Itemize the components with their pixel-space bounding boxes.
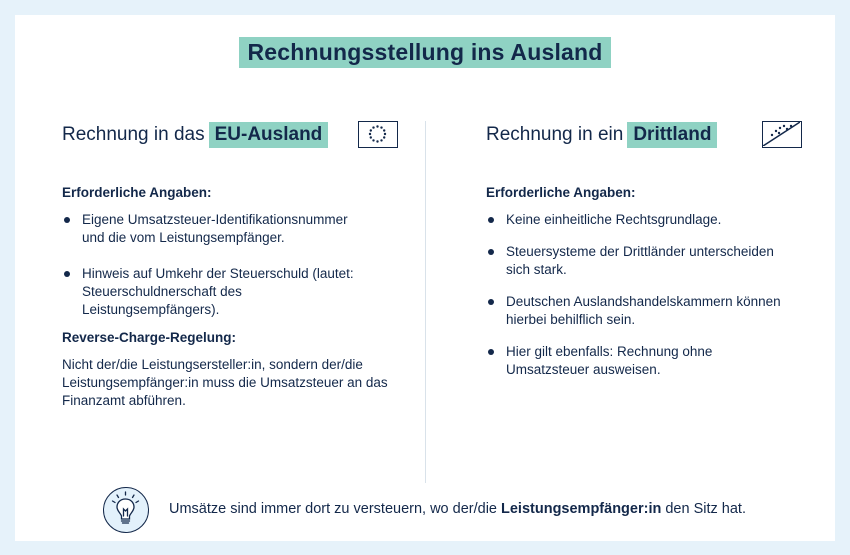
list-item: Hinweis auf Umkehr der Steuerschuld (lautet: Steuerschuldnerschaft des Leistungsempfängers). <box>62 265 362 319</box>
list-item: Hier gilt ebenfalls: Rechnung ohne Umsatzsteuer ausweisen. <box>486 343 786 379</box>
footer-text-before: Umsätze sind immer dort zu versteuern, wo der/die <box>169 501 502 517</box>
list-item: Steuersysteme der Drittländer unterscheiden sich stark. <box>486 243 786 279</box>
third-country-heading-highlight: Drittland <box>627 122 717 148</box>
page-title: Rechnungsstellung ins Ausland <box>239 37 611 68</box>
third-country-section-required-title: Erforderliche Angaben: <box>486 185 636 200</box>
footer-text <box>169 501 746 517</box>
third-country-heading-prefix: Rechnung in ein <box>486 124 624 145</box>
list-item: Eigene Umsatzsteuer-Identifikationsnummer und die vom Leistungsempfänger. <box>62 211 362 247</box>
eu-section-required-title: Erforderliche Angaben: <box>62 185 212 200</box>
non-eu-flag-icon <box>762 121 802 148</box>
footer-note <box>103 487 803 533</box>
third-country-bullet-list <box>486 211 786 379</box>
third-country-heading <box>486 122 717 148</box>
eu-bullet-list <box>62 211 362 319</box>
footer-text-after: den Sitz hat. <box>661 501 746 517</box>
column-divider <box>425 121 426 483</box>
list-item: Keine einheitliche Rechtsgrundlage. <box>486 211 786 229</box>
footer-text-bold: Leistungsempfänger:in <box>501 501 662 517</box>
lightbulb-icon <box>103 487 149 533</box>
eu-flag-icon <box>358 121 398 148</box>
infographic-card <box>15 15 835 541</box>
eu-section-reverse-charge-title: Reverse-Charge-Regelung: <box>62 330 237 345</box>
eu-heading-prefix: Rechnung in das <box>62 124 205 145</box>
eu-reverse-charge-text: Nicht der/die Leistungsersteller:in, sondern der/die Leistungsempfänger:in muss die Umsatzsteuer an das Finanzamt abführen. <box>62 357 388 408</box>
eu-heading-highlight: EU-Ausland <box>209 122 329 148</box>
eu-heading <box>62 122 328 148</box>
list-item: Deutschen Auslandshandelskammern können hierbei behilflich sein. <box>486 293 786 329</box>
